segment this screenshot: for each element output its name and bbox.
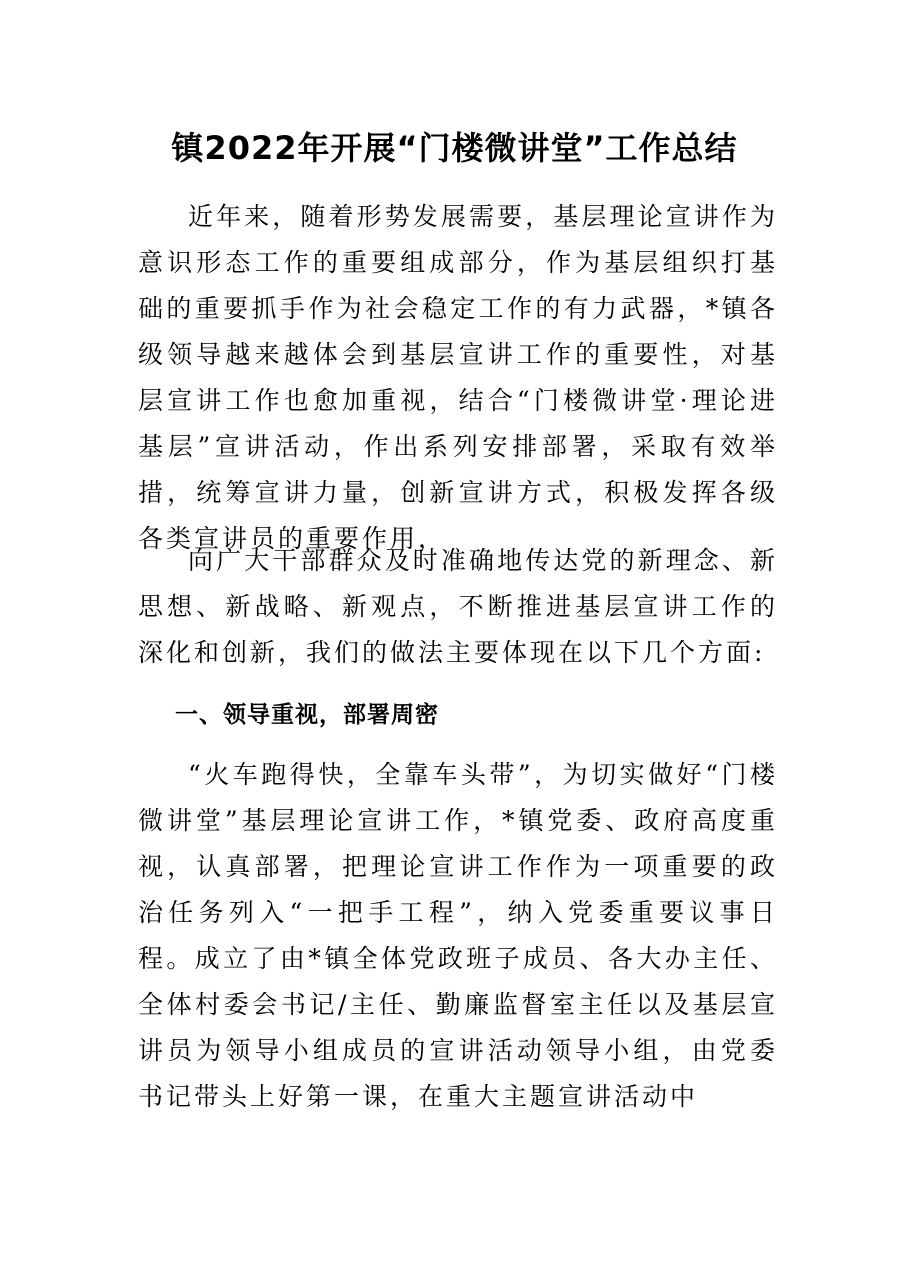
- document-title: 镇2022年开展“门楼微讲堂”工作总结: [171, 129, 738, 167]
- section-heading-1: 一、领导重视，部署周密: [175, 702, 439, 728]
- body-paragraph-1: 近年来，随着形势发展需要，基层理论宣讲作为意识形态工作的重要组成部分，作为基层组织打基础的重要抓手作为社会稳定工作的有力武器，*镇各级领导越来越体会到基层宣讲工作的重要性，对基层宣讲工作也愈加重视，结合“门楼微讲堂·理论进基层”宣讲活动，作出系列安排部署，采取有效举措，统筹宣讲力量，创新宣讲方式，积极发挥各级各类宣讲员的重要作用，: [138, 202, 778, 553]
- body-paragraph-2: 向广大干部群众及时准确地传达党的新理念、新思想、新战略、新观点，不断推进基层宣讲工作的深化和创新，我们的做法主要体现在以下几个方面:: [138, 546, 778, 667]
- body-paragraph-3: “火车跑得快，全靠车头带”，为切实做好“门楼微讲堂”基层理论宣讲工作，*镇党委、政府高度重视，认真部署，把理论宣讲工作作为一项重要的政治任务列入“一把手工程”，纳入党委重要议事日程。成立了由*镇全体党政班子成员、各大办主任、全体村委会书记/主任、勤廉监督室主任以及基层宣讲员为领导小组成员的宣讲活动领导小组，由党委书记带头上好第一课，在重大主题宣讲活动中: [138, 760, 778, 1111]
